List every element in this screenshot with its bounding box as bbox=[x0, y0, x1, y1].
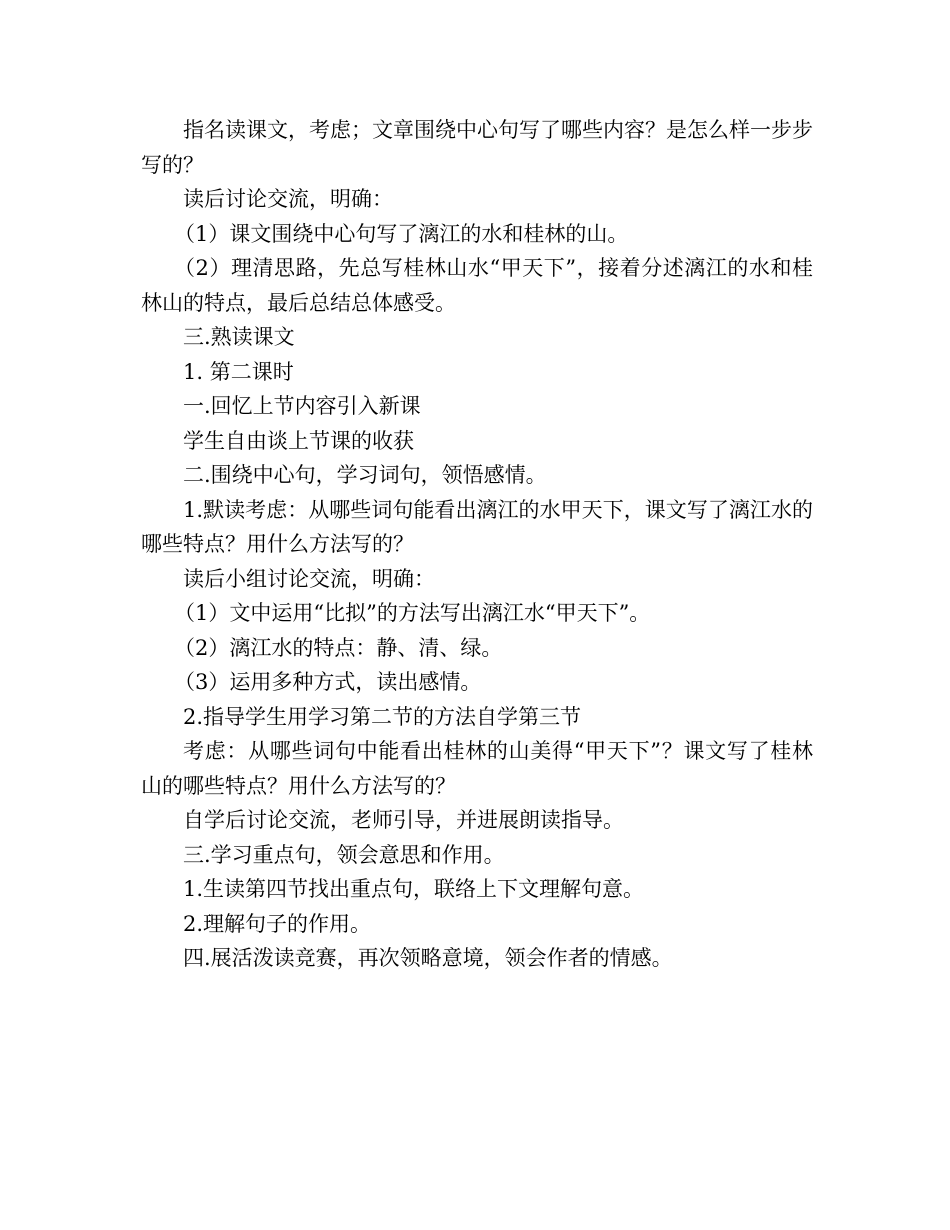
section-heading-key-sentence: 三.学习重点句，领会意思和作用。 bbox=[183, 842, 505, 867]
paragraph-silent-reading: 1.默读考虑：从哪些词句能看出漓江的水甲天下，课文写了漓江水的哪些特点？用什么方法写的？ bbox=[141, 497, 813, 556]
section-heading-3: 三.熟读课文 bbox=[183, 325, 295, 349]
section-heading-2: 二.围绕中心句，学习词句，领悟感情。 bbox=[183, 463, 547, 487]
paragraph-mountain-question: 考虑：从哪些词句中能看出桂林的山美得“甲天下”？课文写了桂林山的哪些特点？用什么方法写的？ bbox=[141, 739, 813, 798]
paragraph-key-sentence-2: 2.理解句子的作用。 bbox=[183, 911, 372, 936]
paragraph-group-discussion: 读后小组讨论交流，明确： bbox=[183, 566, 435, 591]
paragraph-guided-study: 2.指导学生用学习第二节的方法自学第三节 bbox=[183, 704, 582, 729]
paragraph-point-2: （2）理清思路，先总写桂林山水“甲天下”，接着分述漓江的水和桂林山的特点，最后总结总体感受。 bbox=[141, 256, 813, 315]
paragraph-student-harvest: 学生自由谈上节课的收获 bbox=[183, 428, 414, 453]
section-heading-4: 四.展活泼读竞赛，再次领略意境，领会作者的情感。 bbox=[183, 946, 673, 970]
lesson-heading-2: 1. 第二课时 bbox=[183, 359, 294, 384]
paragraph-self-study: 自学后讨论交流，老师引导，并进展朗读指导。 bbox=[183, 808, 624, 832]
paragraph-water-point-3: （3）运用多种方式，读出感情。 bbox=[174, 670, 482, 694]
section-heading-1: 一.回忆上节内容引入新课 bbox=[183, 394, 421, 418]
paragraph-water-point-2: （2）漓江水的特点：静、清、绿。 bbox=[174, 635, 503, 660]
paragraph-reading-question: 指名读课文，考虑；文章围绕中心句写了哪些内容？是怎么样一步步写的？ bbox=[141, 118, 813, 177]
document-body bbox=[141, 113, 813, 976]
paragraph-point-1: （1）课文围绕中心句写了漓江的水和桂林的山。 bbox=[174, 221, 629, 246]
paragraph-discussion-intro: 读后讨论交流，明确： bbox=[183, 187, 393, 211]
paragraph-water-point-1: （1）文中运用“比拟”的方法写出漓江水“甲天下”。 bbox=[174, 601, 651, 625]
paragraph-key-sentence-1: 1.生读第四节找出重点句，联络上下文理解句意。 bbox=[183, 877, 645, 901]
